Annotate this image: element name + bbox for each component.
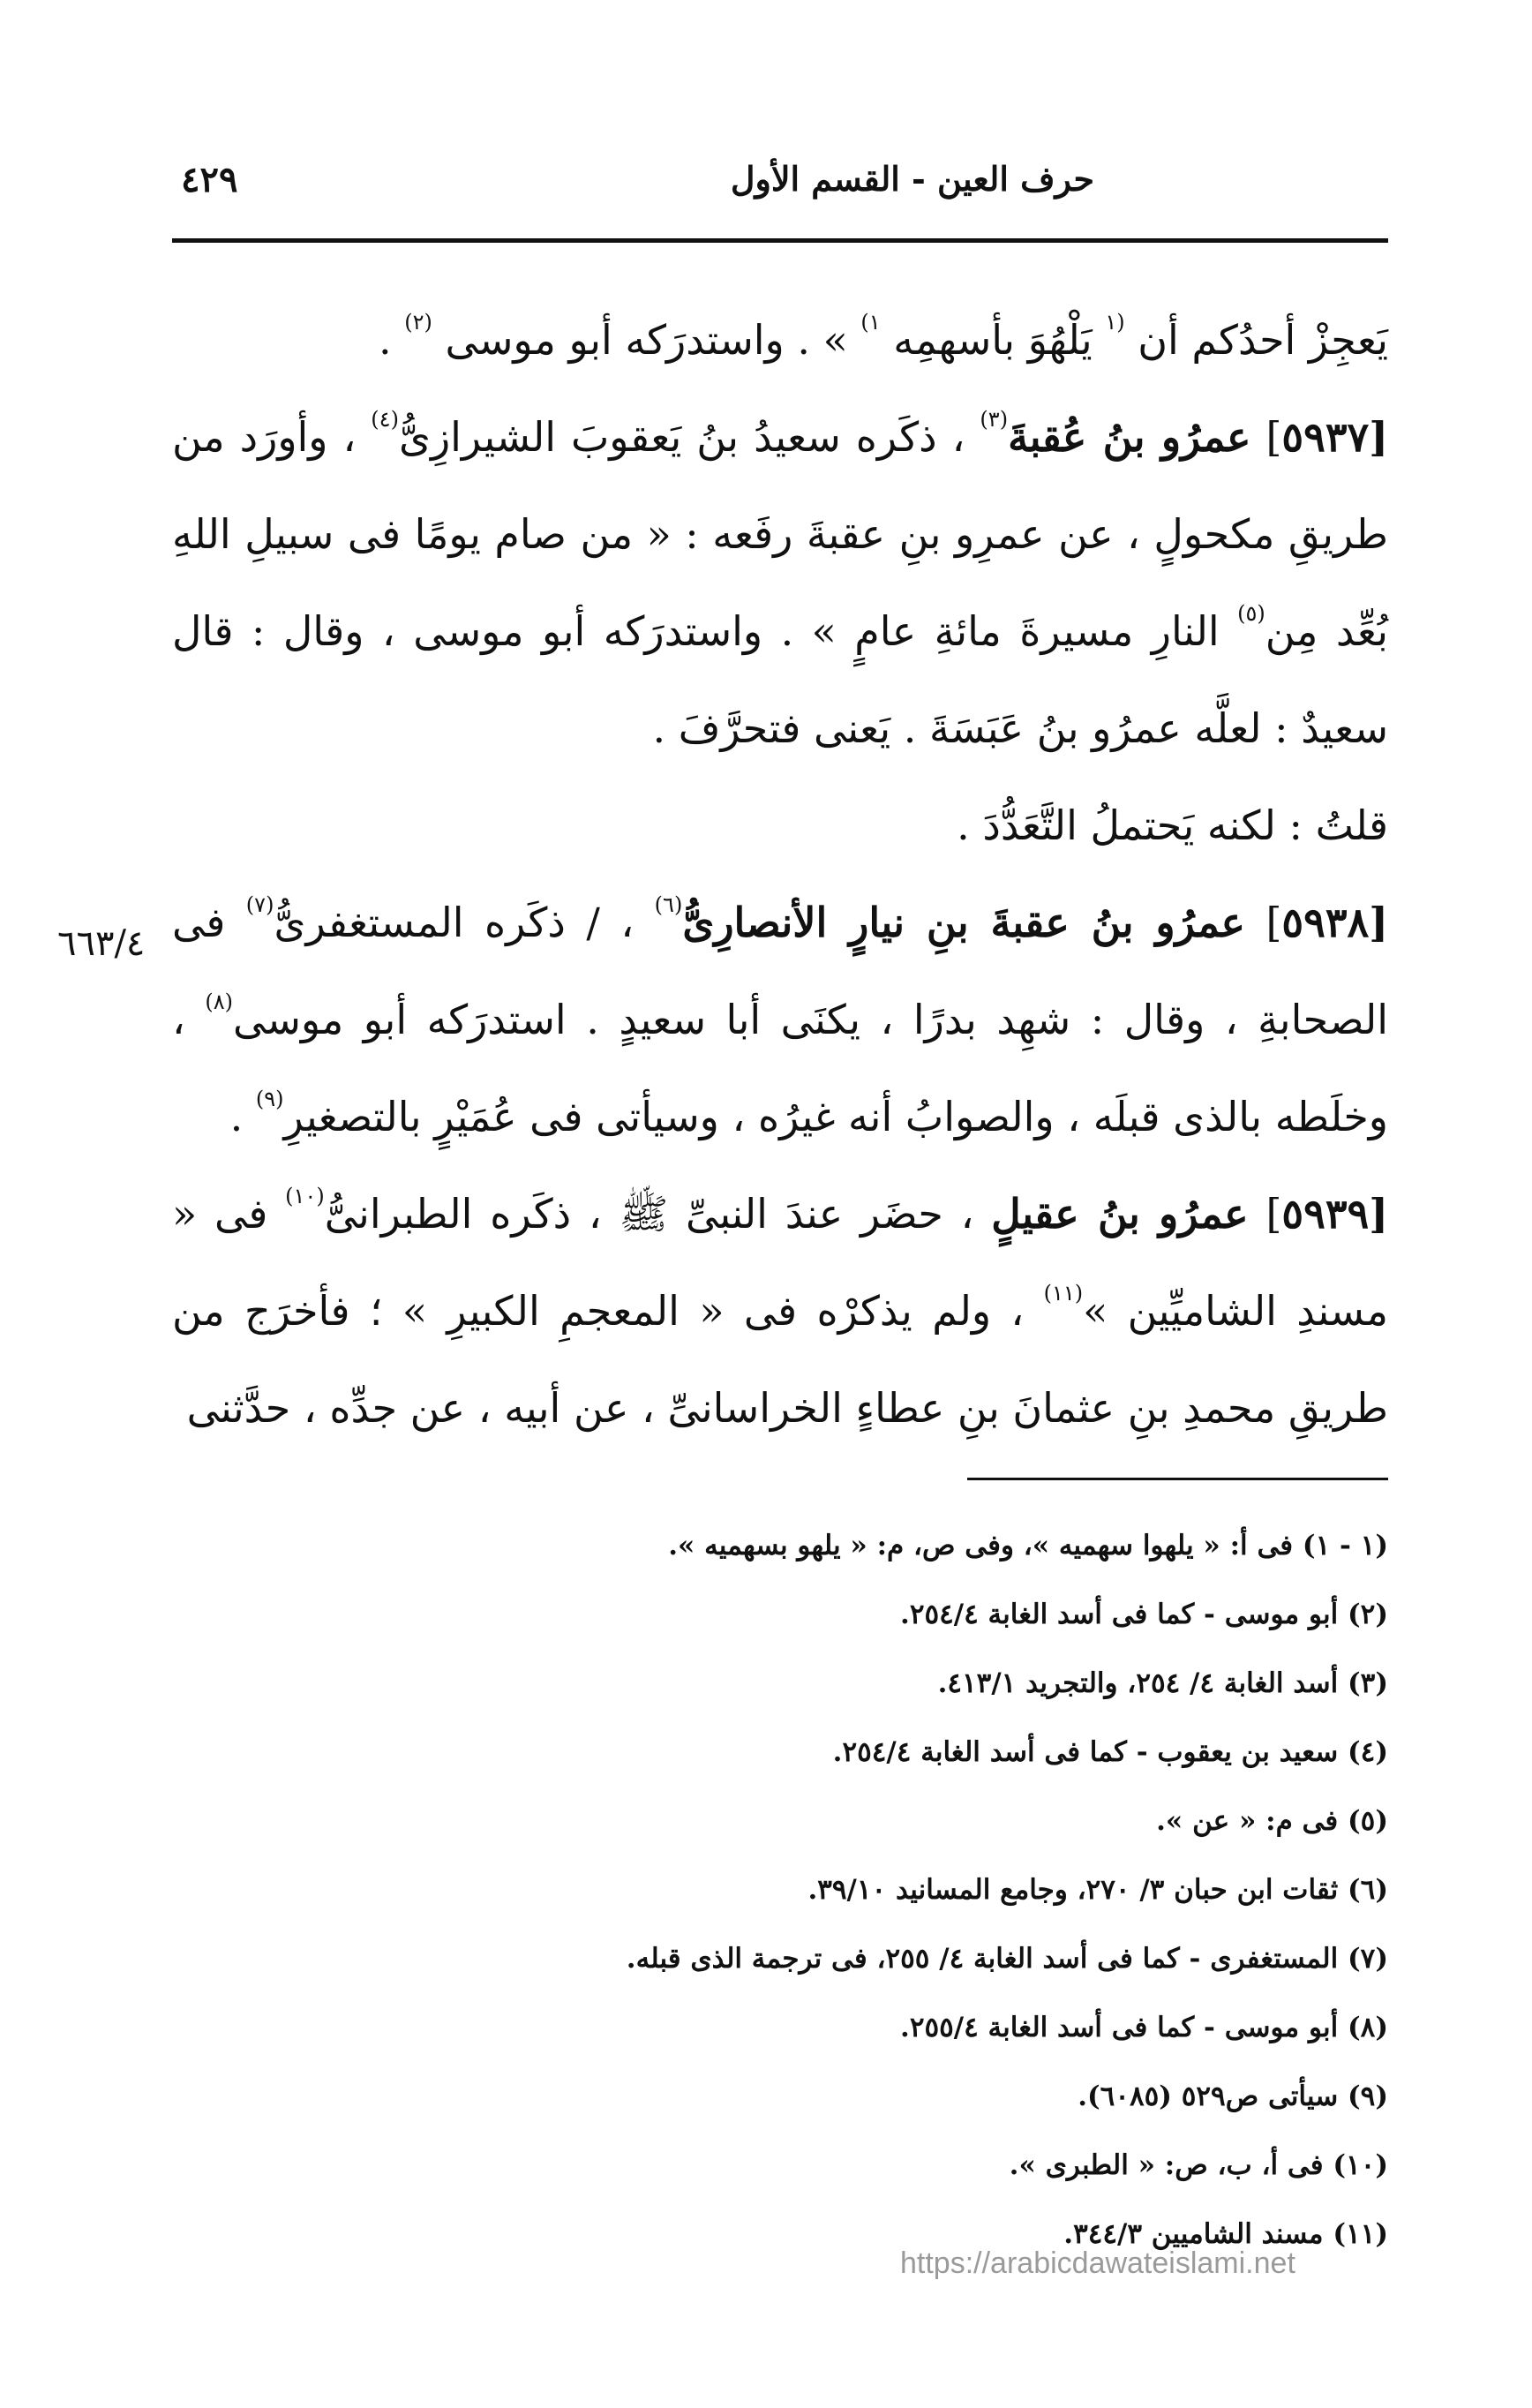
footnote-ref: (١ [1105,310,1125,335]
footnote-ref: (٧) [245,892,274,917]
main-text [172,291,1388,1456]
text-run: فى « مسندِ الشاميِّين » [172,1190,1388,1335]
editor-remark: قلتُ : لكنه يَحتملُ التَّعَدُّدَ . [957,801,1388,849]
text-run: ، ولم يذكرْه فى « المعجمِ الكبيرِ » ؛ فأخرَج من طريقِ محمدِ بنِ عثمانَ بنِ عطاءٍ الخراسانىِّ ، عن أبيه ، عن جدِّه ، حدَّثنى [172,1287,1388,1432]
paragraph-continuation [172,291,1388,388]
running-title: حرف العين - القسم الأول [730,159,1094,199]
entry-number: [٥٩٣٨ [1281,899,1389,946]
footnote-ref: (٤) [371,407,399,432]
text-run: فى الصحابةِ ، وقال : شهِد بدرًا ، يكنَى أبا سعيدٍ . استدرَكه أبو موسى [172,899,1389,1043]
footnote-item: (٨) أبو موسى - كما فى أسد الغابة ٢٥٥/٤. [900,2012,1388,2043]
footnotes [153,1511,1388,2269]
entry-name: عمرُو بنُ عقيلٍ [991,1190,1249,1238]
watermark-url: https://arabicdawateislami.net [900,2246,1295,2280]
footnote-item: (٢) أبو موسى - كما فى أسد الغابة ٢٥٤/٤. [900,1599,1388,1630]
footnote-item: (١ - ١) فى أ: « يلهوا سهميه »، وفى ص، م: « يلهو بسهميه ». [668,1530,1388,1561]
entry-5939: [٥٩٣٩] عمرُو بنُ عقيلٍ ، حضَر عندَ النبىِّ ﷺ ، ذكَره الطبرانىُّ$^{(١٠)}$ فى « مسندِ الشاميِّين »$^{(١١)}$ ، ولم يذكرْه فى « المعجمِ الكبيرِ » ؛ فأخرَج من طريقِ محمدِ بنِ عثمانَ بنِ عطاءٍ الخراسانىِّ ، عن أبيه ، عن جدِّه ، حدَّثنى [172,1184,1388,1432]
footnote-ref: (٩) [255,1087,284,1111]
entry-number: [٥٩٣٧ [1281,413,1388,461]
footnote-rule [967,1478,1388,1480]
footnote-ref: (١١) [1043,1281,1084,1306]
footnote-item: (٦) ثقات ابن حبان ٣/ ٢٧٠، وجامع المسانيد ٣٩/١٠. [807,1874,1388,1906]
text-run: . [229,1093,256,1140]
footnote-ref: (٣) [980,407,1009,432]
entry-name: عمرُو بنُ عُقبةَ [1008,413,1251,461]
footnote-ref: (٢) [404,310,432,335]
text-run: . [379,316,405,364]
footnote-ref: (٦) [654,892,683,917]
text-run: ، حضَر عندَ النبىِّ ﷺ ، ذكَره الطبرانىُّ [324,1190,992,1238]
footnote-item: (٣) أسد الغابة ٤/ ٢٥٤، والتجريد ٤١٣/١. [937,1667,1388,1699]
footnote-item: (٧) المستغفرى - كما فى أسد الغابة ٤/ ٢٥٥، فى ترجمة الذى قبله. [626,1943,1388,1975]
text-run: يَعجِزْ أحدُكم أن [1124,316,1388,364]
margin-reference: ٦٦٣/٤ [57,923,146,964]
text-run: » . واستدرَكه أبو موسى [432,316,861,364]
text-run: النارِ مسيرةَ مائةِ عامٍ » . واستدرَكه أبو موسى ، وقال : قال سعيدٌ : لعلَّه عمرُو بنُ عَبَسَةَ . يَعنى فتحرَّفَ . [172,607,1388,752]
footnote-ref: ١) [860,310,881,335]
header-rule [172,238,1388,243]
text-run: ، / ذكَره المستغفرىُّ [274,899,655,946]
footnote-ref: (١٠) [285,1184,325,1208]
entry-5938: [٥٩٣٨] عمرُو بنُ عقبةَ بنِ نيارٍ الأنصارِىُّ$^{(٦)}$ ، / ذكَره المستغفرىُّ$^{(٧)}$ فى الصحابةِ ، وقال : شهِد بدرًا ، يكنَى أبا سعيدٍ . استدرَكه أبو موسى$^{(٨)}$ ، وخلَطه بالذى قبلَه ، والصوابُ أنه غيرُه ، وسيأتى فى عُمَيْرٍ بالتصغيرِ$^{(٩)}$ . [172,892,1389,1140]
footnote-item: (٤) سعيد بن يعقوب - كما فى أسد الغابة ٢٥٤/٤. [832,1736,1388,1768]
text-run: ، وخلَطه بالذى قبلَه ، والصوابُ أنه غيرُه ، وسيأتى فى عُمَيْرٍ بالتصغيرِ [172,996,1388,1140]
running-header [172,159,1386,230]
entry-name: عمرُو بنُ عقبةَ بنِ نيارٍ الأنصارِىُّ [682,899,1245,946]
text-run: ، وأورَد من طريقِ مكحولٍ ، عن عمرِو بنِ عقبةَ رفَعه : « من صام يومًا فى سبيلِ اللهِ بُعِّد مِن [172,413,1389,655]
footnote-ref: (٨) [205,990,233,1014]
footnote-ref: (٥) [1237,601,1265,626]
footnote-item: (١١) مسند الشاميين ٣٤٤/٣. [1063,2218,1388,2250]
entry-5937: [٥٩٣٧] عمرُو بنُ عُقبةَ$^{(٣)}$ ، ذكَره سعيدُ بنُ يَعقوبَ الشيرازِىُّ$^{(٤)}$ ، وأورَد من طريقِ مكحولٍ ، عن عمرِو بنِ عقبةَ رفَعه : « من صام يومًا فى سبيلِ اللهِ بُعِّد مِن$^{(٥)}$ النارِ مسيرةَ مائةِ عامٍ » . واستدرَكه أبو موسى ، وقال : قال سعيدٌ : لعلَّه عمرُو بنُ عَبَسَةَ . يَعنى فتحرَّفَ . [172,407,1389,752]
footnote-item: (١٠) فى أ، ب، ص: « الطبرى ». [1009,2149,1388,2181]
entry-number: [٥٩٣٩ [1281,1190,1388,1238]
footnote-item: (٥) فى م: « عن ». [1156,1805,1388,1837]
text-run: ، ذكَره سعيدُ بنُ يَعقوبَ الشيرازِىُّ [398,413,980,461]
page-number: ٤٢٩ [181,159,238,200]
footnote-item: (٩) سيأتى ص٥٢٩ (٦٠٨٥). [1078,2081,1388,2112]
text-run: يَلْهُوَ بأسهمِه [880,316,1106,364]
